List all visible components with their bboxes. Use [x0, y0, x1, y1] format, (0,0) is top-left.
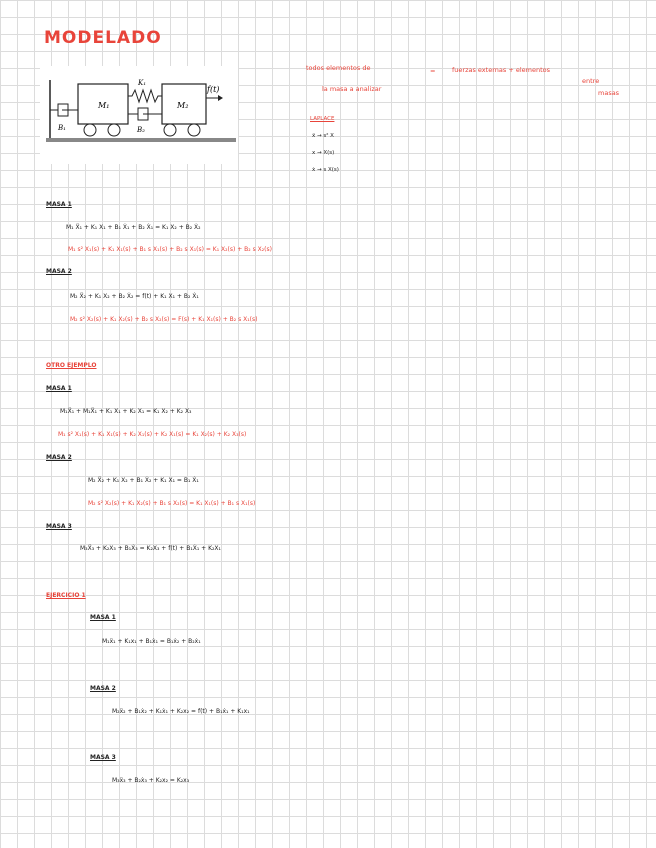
label-m2: M₂ [177, 101, 189, 110]
spring-k1 [128, 90, 162, 102]
s3-masa2-heading: MASA 2 [90, 685, 116, 692]
label-m1: M₁ [98, 101, 110, 110]
wheel [188, 124, 200, 136]
s2-masa1-eq: M₁Ẍ₁ + M₁Ẍ₁ + K₁ X₁ + K₂ X₁ = K₁ X₂ + K₂ X₃ [60, 408, 192, 415]
diagram-svg [40, 66, 238, 164]
s2-masa2-eq: M₂ Ẍ₂ + K₁ X₂ + B₁ Ẋ₂ + K₁ X₁ = B₁ Ẋ₁ [88, 477, 199, 484]
s3-masa3-heading: MASA 3 [90, 754, 116, 761]
s2-masa3-heading: MASA 3 [46, 523, 72, 530]
mass-spring-diagram [40, 66, 238, 164]
laplace-row: x → X(s) [312, 150, 335, 156]
page-title: MODELADO [44, 28, 162, 48]
laplace-row: ẋ → s X(s) [312, 167, 339, 173]
s2-masa2-heading: MASA 2 [46, 454, 72, 461]
diagram-stroke [218, 95, 223, 101]
label-b2: B₂ [137, 126, 145, 134]
note-line1-mid: = [430, 67, 436, 75]
s1-masa1-heading: MASA 1 [46, 201, 72, 208]
note-line1-left: todos elementos de [306, 64, 371, 72]
label-force: f(t) [207, 85, 220, 94]
s3-masa1-heading: MASA 1 [90, 614, 116, 621]
s1-masa2-heading: MASA 2 [46, 268, 72, 275]
laplace-row: ẍ → s² X [312, 133, 334, 139]
label-b1: B₁ [58, 124, 66, 132]
note-line2-left: la masa a analizar [322, 85, 382, 93]
s2-masa1-heading: MASA 1 [46, 385, 72, 392]
s2-masa1-eq-s: M₁ s² X₁(s) + K₁ X₁(s) + K₂ X₁(s) + K₂ X₁(s) = K₁ X₂(s) + K₂ X₃(s) [58, 431, 247, 438]
wheel [108, 124, 120, 136]
label-k1: K₁ [138, 79, 147, 87]
s1-masa2-eq-s: M₂ s² X₂(s) + K₁ X₂(s) + B₂ s X₂(s) = F(s) + K₁ X₁(s) + B₂ s X₁(s) [70, 316, 258, 323]
note-line1-right: fuerzas externas + elementos [452, 66, 550, 74]
ground [46, 138, 236, 142]
s3-heading: EJERCICIO 1 [46, 592, 86, 599]
note-line2-right: masas [598, 89, 620, 97]
s3-masa3-eq: M₃ẍ₃ + B₂ẋ₃ + K₂x₂ = K₂x₃ [112, 777, 190, 784]
s3-masa1-eq: M₁ẍ₁ + K₁x₁ + B₁ẋ₁ = B₁ẋ₂ + B₂ẋ₁ [102, 638, 201, 645]
note-line1-far: entre [582, 77, 600, 85]
wheel [164, 124, 176, 136]
s2-masa3-eq: M₃Ẍ₃ + K₂X₃ + B₁Ẋ₃ = K₂X₃ + f(t) + B₁Ẋ₁ + K₂X₁ [80, 545, 221, 552]
laplace-heading: LAPLACE [310, 116, 335, 122]
s3-masa2-eq: M₂ẍ₂ + B₁ẋ₂ + K₁ẋ₁ + K₂x₂ = f(t) + B₁ẋ₁ + K₁x₁ [112, 708, 250, 715]
s2-heading: OTRO EJEMPLO [46, 362, 97, 369]
s2-masa2-eq-s: M₂ s² X₂(s) + K₁ X₂(s) + B₁ s X₂(s) = K₁ X₁(s) + B₁ s X₁(s) [88, 500, 256, 507]
s1-masa1-eq: M₁ Ẍ₁ + K₁ X₁ + B₁ Ẋ₁ + B₂ Ẋ₁ = K₁ X₂ + B₂ Ẋ₂ [66, 224, 201, 231]
s1-masa2-eq: M₂ Ẍ₂ + K₁ X₂ + B₂ Ẋ₂ = f(t) + K₁ X₁ + B₂ Ẋ₁ [70, 293, 199, 300]
wheel [84, 124, 96, 136]
s1-masa1-eq-s: M₁ s² X₁(s) + K₁ X₁(s) + B₁ s X₁(s) + B₂ s X₁(s) = K₁ X₂(s) + B₂ s X₂(s) [68, 246, 272, 253]
